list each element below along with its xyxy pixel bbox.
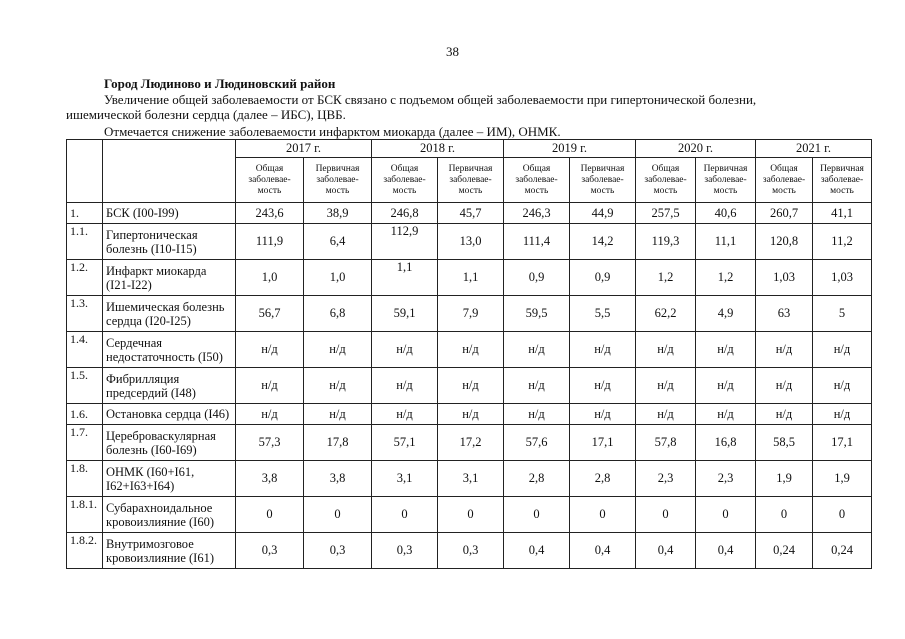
value-cell: 13,0: [438, 224, 504, 260]
value-cell: н/д: [372, 368, 438, 404]
value-cell: н/д: [696, 368, 756, 404]
value-cell: н/д: [236, 332, 304, 368]
row-name: ОНМК (I60+I61, I62+I63+I64): [103, 461, 236, 497]
value-cell: 0: [438, 497, 504, 533]
paragraph-line-3: Отмечается снижение заболеваемости инфарктом миокарда (далее – ИМ), ОНМК.: [104, 124, 561, 139]
value-cell: 7,9: [438, 296, 504, 332]
value-cell: н/д: [813, 404, 872, 425]
value-cell: 1,2: [636, 260, 696, 296]
paragraph-line-2: ишемической болезни сердца (далее – ИБС), ЦВБ.: [66, 107, 346, 122]
subheader-total: Общая заболевае-мость: [636, 158, 696, 203]
value-cell: н/д: [304, 368, 372, 404]
row-name: Остановка сердца (I46): [103, 404, 236, 425]
value-cell: н/д: [438, 404, 504, 425]
value-cell: 3,1: [438, 461, 504, 497]
value-cell: 57,8: [636, 425, 696, 461]
value-cell: н/д: [570, 332, 636, 368]
value-cell: 0: [813, 497, 872, 533]
value-cell: 38,9: [304, 203, 372, 224]
value-cell: 1,0: [304, 260, 372, 296]
value-cell: 0: [696, 497, 756, 533]
value-cell: 0: [756, 497, 813, 533]
paragraph-line-1: Увеличение общей заболеваемости от БСК связано с подъемом общей заболеваемости при гипертонической болезни,: [104, 92, 757, 107]
value-cell: н/д: [438, 332, 504, 368]
value-cell: 119,3: [636, 224, 696, 260]
value-cell: н/д: [438, 368, 504, 404]
value-cell: 0,3: [438, 533, 504, 569]
value-cell: 5: [813, 296, 872, 332]
section-heading: Город Людиново и Людиновский район: [104, 76, 336, 91]
value-cell: н/д: [636, 404, 696, 425]
header-name-cell: [103, 140, 236, 203]
value-cell: 5,5: [570, 296, 636, 332]
value-cell: н/д: [236, 368, 304, 404]
value-cell: 0,4: [696, 533, 756, 569]
value-cell: н/д: [504, 332, 570, 368]
row-name: Ишемическая болезнь сердца (I20-I25): [103, 296, 236, 332]
value-cell: 1,1: [372, 260, 438, 296]
value-cell: 1,2: [696, 260, 756, 296]
value-cell: н/д: [504, 404, 570, 425]
value-cell: н/д: [813, 368, 872, 404]
row-number: 1.: [67, 203, 103, 224]
value-cell: 17,1: [813, 425, 872, 461]
subheader-total: Общая заболевае-мость: [372, 158, 438, 203]
value-cell: 57,3: [236, 425, 304, 461]
year-header: 2021 г.: [756, 140, 872, 158]
value-cell: 0,3: [372, 533, 438, 569]
row-number: 1.5.: [67, 368, 103, 404]
value-cell: 0,24: [756, 533, 813, 569]
value-cell: 0,4: [504, 533, 570, 569]
value-cell: 1,9: [756, 461, 813, 497]
value-cell: н/д: [570, 404, 636, 425]
value-cell: 0,4: [570, 533, 636, 569]
value-cell: 3,8: [304, 461, 372, 497]
header-num-cell: [67, 140, 103, 203]
value-cell: 1,0: [236, 260, 304, 296]
row-name: БСК (I00-I99): [103, 203, 236, 224]
value-cell: н/д: [372, 332, 438, 368]
year-header: 2019 г.: [504, 140, 636, 158]
value-cell: 59,5: [504, 296, 570, 332]
value-cell: 0,3: [236, 533, 304, 569]
row-name: Инфаркт миокарда (I21-I22): [103, 260, 236, 296]
value-cell: 56,7: [236, 296, 304, 332]
table-row: [67, 425, 872, 461]
value-cell: 62,2: [636, 296, 696, 332]
row-number: 1.2.: [67, 260, 103, 296]
subheader-primary: Первичная заболевае-мость: [696, 158, 756, 203]
table-row: [67, 296, 872, 332]
table-row: [67, 224, 872, 260]
value-cell: н/д: [636, 368, 696, 404]
value-cell: 0: [570, 497, 636, 533]
morbidity-table: [66, 139, 872, 569]
row-name: Цереброваскулярная болезнь (I60-I69): [103, 425, 236, 461]
row-number: 1.8.: [67, 461, 103, 497]
value-cell: 0,24: [813, 533, 872, 569]
value-cell: 1,9: [813, 461, 872, 497]
value-cell: н/д: [696, 332, 756, 368]
row-name: Внутримозговое кровоизлияние (I61): [103, 533, 236, 569]
value-cell: н/д: [756, 404, 813, 425]
value-cell: 11,1: [696, 224, 756, 260]
subheader-primary: Первичная заболевае-мость: [813, 158, 872, 203]
value-cell: 63: [756, 296, 813, 332]
value-cell: 17,2: [438, 425, 504, 461]
row-number: 1.8.2.: [67, 533, 103, 569]
value-cell: 40,6: [696, 203, 756, 224]
value-cell: 6,4: [304, 224, 372, 260]
value-cell: 2,8: [570, 461, 636, 497]
value-cell: 17,8: [304, 425, 372, 461]
value-cell: 0: [304, 497, 372, 533]
value-cell: 246,8: [372, 203, 438, 224]
table-row: [67, 497, 872, 533]
value-cell: 58,5: [756, 425, 813, 461]
subheader-total: Общая заболевае-мость: [756, 158, 813, 203]
row-number: 1.3.: [67, 296, 103, 332]
value-cell: 246,3: [504, 203, 570, 224]
value-cell: 112,9: [372, 224, 438, 260]
value-cell: 17,1: [570, 425, 636, 461]
value-cell: 41,1: [813, 203, 872, 224]
row-name: Фибрилляция предсердий (I48): [103, 368, 236, 404]
value-cell: 3,8: [236, 461, 304, 497]
row-number: 1.7.: [67, 425, 103, 461]
value-cell: 57,1: [372, 425, 438, 461]
value-cell: н/д: [304, 404, 372, 425]
table-header-years: [67, 140, 872, 158]
value-cell: 2,8: [504, 461, 570, 497]
value-cell: 120,8: [756, 224, 813, 260]
subheader-total: Общая заболевае-мость: [504, 158, 570, 203]
value-cell: н/д: [372, 404, 438, 425]
value-cell: 0,9: [570, 260, 636, 296]
value-cell: 111,4: [504, 224, 570, 260]
value-cell: 45,7: [438, 203, 504, 224]
row-name: Гипертоническая болезнь (I10-I15): [103, 224, 236, 260]
year-header: 2017 г.: [236, 140, 372, 158]
subheader-primary: Первичная заболевае-мость: [438, 158, 504, 203]
row-number: 1.4.: [67, 332, 103, 368]
value-cell: 16,8: [696, 425, 756, 461]
value-cell: н/д: [570, 368, 636, 404]
value-cell: 0: [636, 497, 696, 533]
row-number: 1.1.: [67, 224, 103, 260]
value-cell: 111,9: [236, 224, 304, 260]
value-cell: н/д: [636, 332, 696, 368]
value-cell: 2,3: [696, 461, 756, 497]
year-header: 2020 г.: [636, 140, 756, 158]
value-cell: 4,9: [696, 296, 756, 332]
value-cell: 0: [504, 497, 570, 533]
value-cell: 260,7: [756, 203, 813, 224]
value-cell: 44,9: [570, 203, 636, 224]
table-row: [67, 533, 872, 569]
value-cell: 57,6: [504, 425, 570, 461]
value-cell: 1,03: [756, 260, 813, 296]
value-cell: 243,6: [236, 203, 304, 224]
row-name: Сердечная недостаточность (I50): [103, 332, 236, 368]
row-name: Субарахноидальное кровоизлияние (I60): [103, 497, 236, 533]
table-row: [67, 332, 872, 368]
value-cell: 257,5: [636, 203, 696, 224]
value-cell: 59,1: [372, 296, 438, 332]
table-row: [67, 368, 872, 404]
page-number: 38: [446, 44, 459, 59]
value-cell: н/д: [756, 332, 813, 368]
table-row: [67, 260, 872, 296]
value-cell: н/д: [304, 332, 372, 368]
value-cell: 0,3: [304, 533, 372, 569]
value-cell: н/д: [504, 368, 570, 404]
value-cell: 3,1: [372, 461, 438, 497]
value-cell: 0: [372, 497, 438, 533]
table-row: [67, 461, 872, 497]
value-cell: 0: [236, 497, 304, 533]
subheader-total: Общая заболевае-мость: [236, 158, 304, 203]
value-cell: 14,2: [570, 224, 636, 260]
value-cell: 11,2: [813, 224, 872, 260]
value-cell: 2,3: [636, 461, 696, 497]
value-cell: н/д: [756, 368, 813, 404]
subheader-primary: Первичная заболевае-мость: [304, 158, 372, 203]
subheader-primary: Первичная заболевае-мость: [570, 158, 636, 203]
table-row: [67, 404, 872, 425]
year-header: 2018 г.: [372, 140, 504, 158]
value-cell: н/д: [236, 404, 304, 425]
value-cell: 6,8: [304, 296, 372, 332]
value-cell: н/д: [696, 404, 756, 425]
value-cell: 0,9: [504, 260, 570, 296]
value-cell: 1,1: [438, 260, 504, 296]
row-number: 1.8.1.: [67, 497, 103, 533]
table-row: [67, 203, 872, 224]
value-cell: 0,4: [636, 533, 696, 569]
value-cell: н/д: [813, 332, 872, 368]
row-number: 1.6.: [67, 404, 103, 425]
value-cell: 1,03: [813, 260, 872, 296]
